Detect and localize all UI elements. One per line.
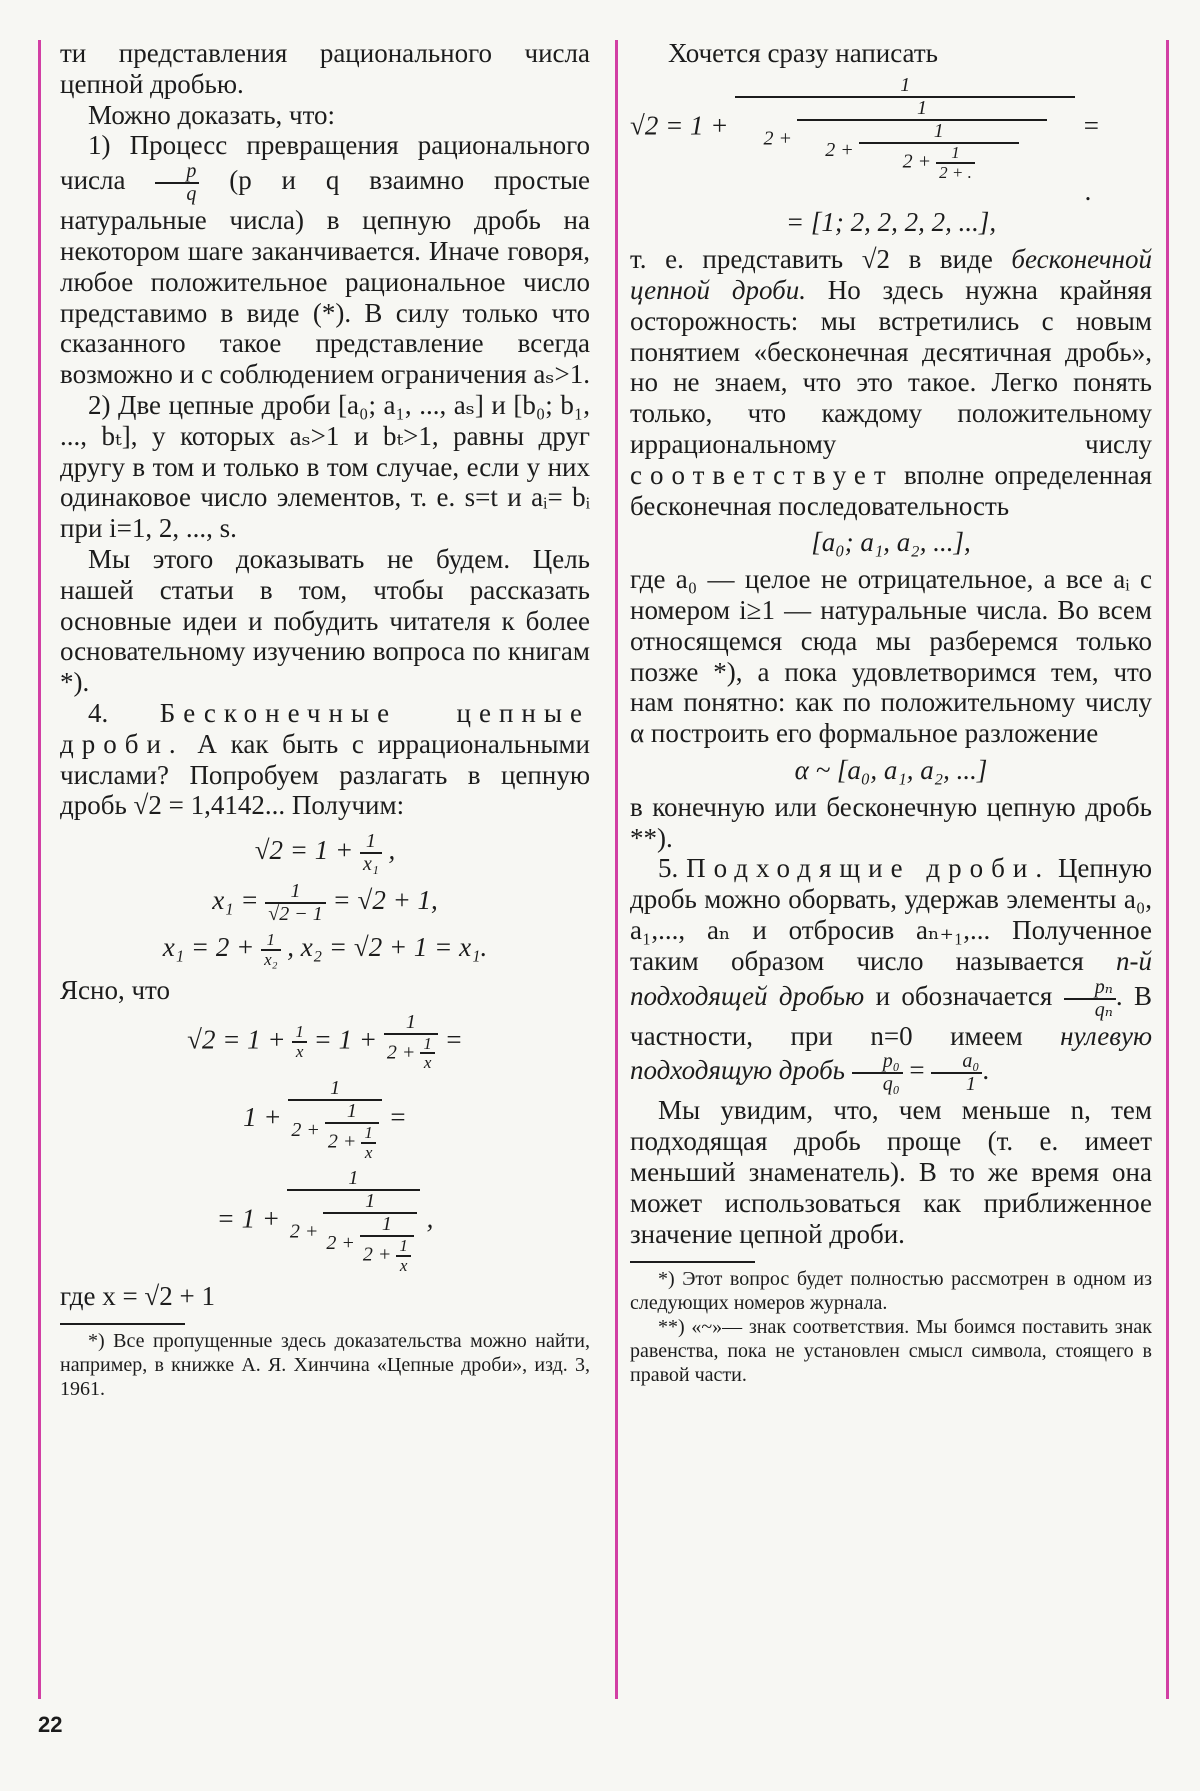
formula-sqrt2-x1: √2 = 1 + $\frac{1}{\text{x₁}}$ , [254, 830, 396, 876]
center-divider-rule [615, 40, 618, 1699]
section-5: 5. Подходящие дроби. Цепную дробь можно оборвать, удержав элементы a₀, a₁,..., aₙ и отбросив aₙ₊₁,... Полученное таким образом число называется n-й подходящей дробью и обозначается $\frac{\text{pₙ}}{\text{qₙ}}$ . В частности, при n=0 имеем нулевую подходящую дробь $\frac{\text{p₀}}{\text{q₀}}$ = $\frac{\text{a₀}}{1}$ . [630, 853, 1152, 1096]
paragraph-intro: ти представления рационального числа цепной дробью. [60, 38, 590, 99]
formula-expansion-2: 1 + 1 2 + 1 2 + $\frac{1}{x}$ = [243, 1077, 407, 1163]
footnote-left: *) Все пропущенные здесь доказательства можно найти, например, в книжке А. Я. Хинчина «Цепные дроби», изд. 3, 1961. [60, 1330, 590, 1401]
paragraph-claim-2: 2) Две цепные дроби [a₀; a₁, ..., aₛ] и [b₀; b₁, ..., bₜ], у которых aₛ>1 и bₜ>1, равны друг другу в том и только в том случае, если у них одинаковое число элементов, т. е. s=t и aᵢ= bᵢ при i=1, 2, ..., s. [60, 389, 590, 544]
right-column [630, 38, 1152, 1696]
left-margin-rule [38, 40, 41, 1699]
formula-cf-result: = [1; 2, 2, 2, 2, ...], [785, 207, 997, 238]
page-number: 22 [38, 1712, 63, 1737]
paragraph-finite-infinite: в конечную или бесконечную цепную дробь **). [630, 791, 1152, 853]
left-column [60, 38, 590, 1696]
paragraph-claim: Можно доказать, что: [88, 99, 336, 130]
formula-sequence: [a₀; a₁, a₂, ...], [811, 527, 971, 558]
paragraph-infinite: т. е. представить √2 в виде бесконечной цепной дроби. Но здесь нужна крайняя осторожность: мы встретились с новым понятием «бесконечная десятичная дробь», но не знаем, что это такое. Легко понять только, что каждому положительному иррациональному числу соответствует вполне определенная бесконечная последовательность [630, 244, 1152, 521]
paragraph-clear: Ясно, что [60, 974, 170, 1005]
paragraph-where-x: где x = √2 + 1 [60, 1280, 215, 1311]
formula-x1: x₁ = $\frac{1}{√2 - 1}$ = √2 + 1, [212, 880, 438, 926]
formula-expansion-1: √2 = 1 + $\frac{1}{x}$ = 1 + 1 2 + $\frac{1}{x}$ = [187, 1010, 463, 1073]
fraction-p-q: $\frac{p}{q}$ [155, 161, 199, 205]
footnote-divider-right [630, 1261, 755, 1263]
footnote-divider [60, 1323, 185, 1325]
paragraph-want-to-write: Хочется сразу написать [668, 38, 938, 68]
section-4: 4. Бесконечные цепные дроби. А как быть с иррациональными числами? Попробуем разлагать в цепную дробь √2 = 1,4142... Получим: [60, 697, 590, 821]
formula-expansion-3: = 1 + 1 2 + 1 2 + 1 2 + $\frac{1}{x}$ , [216, 1166, 434, 1275]
paragraph-claim-1: 1) Процесс превращения рационального числа $\frac{p}{q}$ (p и q взаимно простые натуральные числа) в цепную дробь на некотором шаге заканчивается. Иначе говоря, любое положительное рациональное число представимо в виде (*). В силу только что сказанного такое представление всегда возможно и с соблюдением ограничения aₛ>1. [60, 130, 590, 390]
section-5-title: Подходящие дроби. [686, 853, 1051, 884]
paragraph-we-will-see: Мы увидим, что, чем меньше n, тем подходящая дробь проще (т. е. имеет меньший знаменатель). В то же время она может использоваться как приближенное значение цепной дроби. [630, 1095, 1152, 1249]
formula-x1-x2: x₁ = 2 + $\frac{1}{\text{x₂}}$ , x₂ = √2 + 1 = x₁. [162, 930, 488, 969]
section-4-title: Бесконечные цепные дроби. [60, 697, 590, 759]
footnotes-right: *) Этот вопрос будет полностью рассмотрен в одном из следующих номеров журнала. **) «~»— знак соответствия. Мы боимся поставить знак равенства, пока не установлен смысл символа, стоящего в правой части. [630, 1268, 1152, 1387]
formula-infinite-cf: √2 = 1 + 1 2 + 1 2 + 1 2 + $\frac{1}{2 + .}$ = . [630, 73, 1101, 207]
paragraph-where-a0: где a₀ — целое не отрицательное, а все aᵢ с номером i≥1 — натуральные числа. Во всем относящемся сюда мы разберемся только позже *), а пока удовлетворимся тем, что нам понятно: как по положительному числу α построить его формальное разложение [630, 564, 1152, 749]
right-margin-rule [1166, 40, 1169, 1699]
formula-alpha: α ~ [a₀, a₁, a₂, ...] [794, 755, 988, 786]
paragraph-no-proof: Мы этого доказывать не будем. Цель нашей статьи в том, чтобы рассказать основные идеи и побудить читателя к более основательному изучению вопроса по книгам *). [60, 543, 590, 698]
